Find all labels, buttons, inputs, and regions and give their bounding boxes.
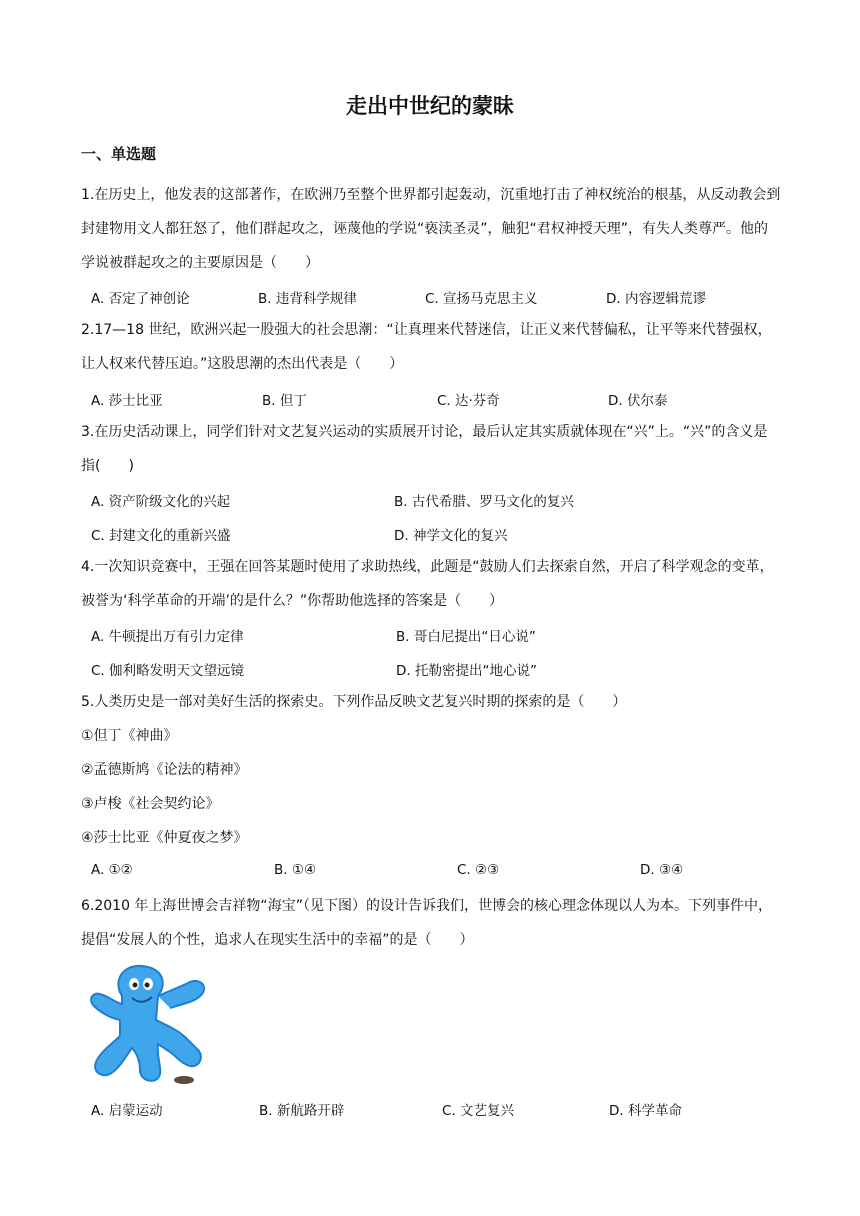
option-b[interactable]: B. 哥白尼提出“日心说”	[396, 629, 536, 645]
page-title: 走出中世纪的蒙昧	[346, 94, 514, 118]
option-a[interactable]: A. 莎士比亚	[91, 393, 163, 409]
option-c[interactable]: C. 伽利略发明天文望远镜	[91, 663, 245, 679]
question-6-stem: 6.2010 年上海世博会吉祥物“海宝”（见下图）的设计告诉我们，世博会的核心理念体现以人为本。下列事件中，提倡“发展人的个性，追求人在现实生活中的幸福”的是（ ）	[81, 898, 772, 948]
option-a[interactable]: A. 资产阶级文化的兴起	[91, 494, 231, 510]
haibao-mascot-image	[82, 960, 216, 1086]
question-5-item-2: ②孟德斯鸠《论法的精神》	[81, 762, 248, 778]
option-a[interactable]: A. ①②	[91, 862, 133, 878]
option-d[interactable]: D. 内容逻辑荒谬	[606, 291, 706, 307]
question-5-stem: 5.人类历史是一部对美好生活的探索史。下列作品反映文艺复兴时期的探索的是（ ）	[81, 694, 627, 710]
option-a[interactable]: A. 牛顿提出万有引力定律	[91, 629, 244, 645]
question-3-stem: 3.在历史活动课上，同学们针对文艺复兴运动的实质展开讨论，最后认定其实质就体现在“兴”上。“兴”的含义是指( )	[81, 424, 768, 474]
option-d[interactable]: D. 神学文化的复兴	[394, 528, 508, 544]
option-c[interactable]: C. ②③	[457, 862, 500, 878]
option-b[interactable]: B. ①④	[274, 862, 317, 878]
option-b[interactable]: B. 但丁	[262, 393, 307, 409]
option-d[interactable]: D. ③④	[640, 862, 684, 878]
question-5-item-1: ①但丁《神曲》	[81, 728, 178, 744]
option-a[interactable]: A. 启蒙运动	[91, 1103, 163, 1119]
option-d[interactable]: D. 托勒密提出“地心说”	[396, 663, 537, 679]
option-c[interactable]: C. 达·芬奇	[437, 393, 500, 409]
option-b[interactable]: B. 新航路开辟	[259, 1103, 345, 1119]
question-1-stem: 1.在历史上，他发表的这部著作，在欧洲乃至整个世界都引起轰动，沉重地打击了神权统治的根基，从反动教会到封建物用文人都狂怒了，他们群起攻之，诬蔑他的学说“亵渎圣灵”，触犯“君权神授天理”，有失人类尊严。他的学说被群起攻之的主要原因是（ ）	[81, 187, 781, 271]
section-heading: 一、单选题	[81, 145, 157, 163]
option-d[interactable]: D. 伏尔泰	[608, 393, 668, 409]
option-a[interactable]: A. 否定了神创论	[91, 291, 190, 307]
option-b[interactable]: B. 古代希腊、罗马文化的复兴	[394, 494, 574, 510]
option-c[interactable]: C. 宣扬马克思主义	[425, 291, 538, 307]
question-2-stem: 2.17—18 世纪，欧洲兴起一股强大的社会思潮：“让真理来代替迷信，让正义来代替偏私，让平等来代替强权，让人权来代替压迫。”这股思潮的杰出代表是（ ）	[81, 322, 772, 372]
question-5-item-4: ④莎士比亚《仲夏夜之梦》	[81, 830, 248, 846]
question-4-stem: 4.一次知识竞赛中，王强在回答某题时使用了求助热线，此题是“鼓励人们去探索自然，开启了科学观念的变革，被誉为‘科学革命的开端’的是什么？”你帮助他选择的答案是（ ）	[81, 559, 774, 609]
option-d[interactable]: D. 科学革命	[609, 1103, 682, 1119]
question-5-item-3: ③卢梭《社会契约论》	[81, 796, 220, 812]
option-b[interactable]: B. 违背科学规律	[258, 291, 357, 307]
option-c[interactable]: C. 封建文化的重新兴盛	[91, 528, 231, 544]
option-c[interactable]: C. 文艺复兴	[442, 1103, 515, 1119]
